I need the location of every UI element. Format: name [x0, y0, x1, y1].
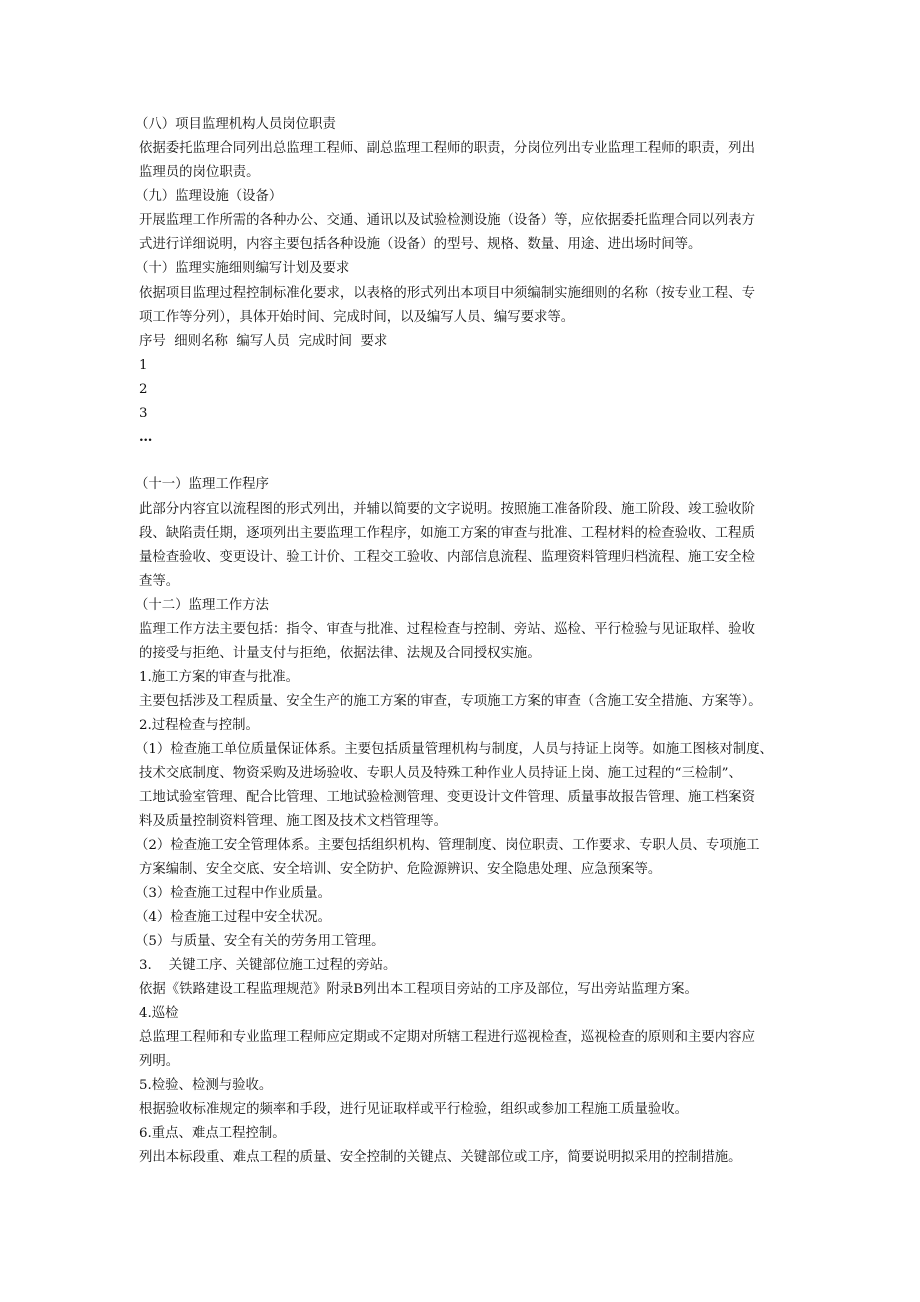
paragraph-line: 总监理工程师和专业监理工程师应定期或不定期对所辖工程进行巡视检查，巡视检查的原则和主要内容应	[139, 1030, 755, 1045]
numbered-heading: 1.施工方案的审查与批准。	[139, 670, 300, 685]
section-heading-8: （八）项目监理机构人员岗位职责	[135, 117, 336, 132]
paragraph-line: 工地试验室管理、配合比管理、工地试验检测管理、变更设计文件管理、质量事故报告管理、施工档案资	[139, 790, 755, 805]
paragraph-line: 此部分内容宜以流程图的形式列出，并辅以简要的文字说明。按照施工准备阶段、施工阶段、竣工验收阶	[139, 502, 755, 517]
paragraph-line: 段、缺陷责任期，逐项列出主要监理工作程序，如施工方案的审查与批准、工程材料的检查验收、工程质	[139, 526, 755, 541]
numbered-heading: 3. 关键工序、关键部位施工过程的旁站。	[139, 958, 397, 973]
numbered-heading: 5.检验、检测与验收。	[139, 1078, 273, 1093]
numbered-heading: 6.重点、难点工程控制。	[139, 1126, 286, 1141]
paragraph-line: 料及质量控制资料管理、施工图及技术文档管理等。	[139, 814, 447, 829]
paragraph-line: 依据《铁路建设工程监理规范》附录B列出本工程项目旁站的工序及部位，写出旁站监理方案。	[139, 982, 698, 997]
table-header-row: 序号 细则名称 编写人员 完成时间 要求	[139, 334, 388, 349]
sub-item-line: （3）检查施工过程中作业质量。	[135, 886, 331, 901]
section-heading-9: （九）监理设施（设备）	[135, 189, 283, 204]
section-heading-10: （十）监理实施细则编写计划及要求	[135, 261, 350, 276]
sub-item-line: （1）检查施工单位质量保证体系。主要包括质量管理机构与制度，人员与持证上岗等。如施工图核对制度、	[135, 742, 773, 757]
paragraph-line: 开展监理工作所需的各种办公、交通、通讯以及试验检测设施（设备）等，应依据委托监理合同以列表方	[139, 213, 755, 228]
sub-item-line: （4）检查施工过程中安全状况。	[135, 910, 331, 925]
paragraph-line: 查等。	[139, 574, 180, 589]
numbered-heading: 2.过程检查与控制。	[139, 718, 259, 733]
paragraph-line: 式进行详细说明，内容主要包括各种设施（设备）的型号、规格、数量、用途、进出场时间等。	[139, 237, 702, 252]
paragraph-line: 量检查验收、变更设计、验工计价、工程交工验收、内部信息流程、监理资料管理归档流程、施工安全检	[139, 550, 755, 565]
table-row-number: 2	[139, 382, 148, 397]
paragraph-line: 列明。	[139, 1054, 180, 1069]
table-row-number: 1	[139, 358, 148, 373]
paragraph-line: 监理工作方法主要包括：指令、审查与批准、过程检查与控制、旁站、巡检、平行检验与见证取样、验收	[139, 622, 755, 637]
sub-item-line: （2）检查施工安全管理体系。主要包括组织机构、管理制度、岗位职责、工作要求、专职人员、专项施工	[135, 838, 760, 853]
numbered-heading: 4.巡检	[139, 1006, 179, 1021]
paragraph-line: 的接受与拒绝、计量支付与拒绝，依据法律、法规及合同授权实施。	[139, 646, 541, 661]
table-row-ellipsis: …	[139, 429, 152, 445]
paragraph-line: 监理员的岗位职责。	[139, 165, 260, 180]
paragraph-line: 根据验收标准规定的频率和手段，进行见证取样或平行检验，组织或参加工程施工质量验收。	[139, 1102, 689, 1117]
paragraph-line: 方案编制、安全交底、安全培训、安全防护、危险源辨识、安全隐患处理、应急预案等。	[139, 862, 662, 877]
paragraph-line: 依据项目监理过程控制标准化要求，以表格的形式列出本项目中须编制实施细则的名称（按专业工程、专	[139, 286, 755, 301]
sub-item-line: （5）与质量、安全有关的劳务用工管理。	[135, 934, 385, 949]
section-heading-12: （十二）监理工作方法	[135, 598, 269, 613]
section-heading-11: （十一）监理工作程序	[135, 477, 269, 492]
table-row-number: 3	[139, 406, 148, 421]
paragraph-line: 主要包括涉及工程质量、安全生产的施工方案的审查，专项施工方案的审查（含施工安全措施、方案等）。	[139, 694, 762, 709]
paragraph-line: 技术交底制度、物资采购及进场验收、专职人员及特殊工种作业人员持证上岗、施工过程的“三检制”、	[139, 766, 742, 781]
paragraph-line: 依据委托监理合同列出总监理工程师、副总监理工程师的职责，分岗位列出专业监理工程师的职责，列出	[139, 141, 755, 156]
paragraph-line: 列出本标段重、难点工程的质量、安全控制的关键点、关键部位或工序，简要说明拟采用的控制措施。	[139, 1150, 742, 1165]
paragraph-line: 项工作等分列），具体开始时间、完成时间，以及编写人员、编写要求等。	[139, 310, 575, 325]
